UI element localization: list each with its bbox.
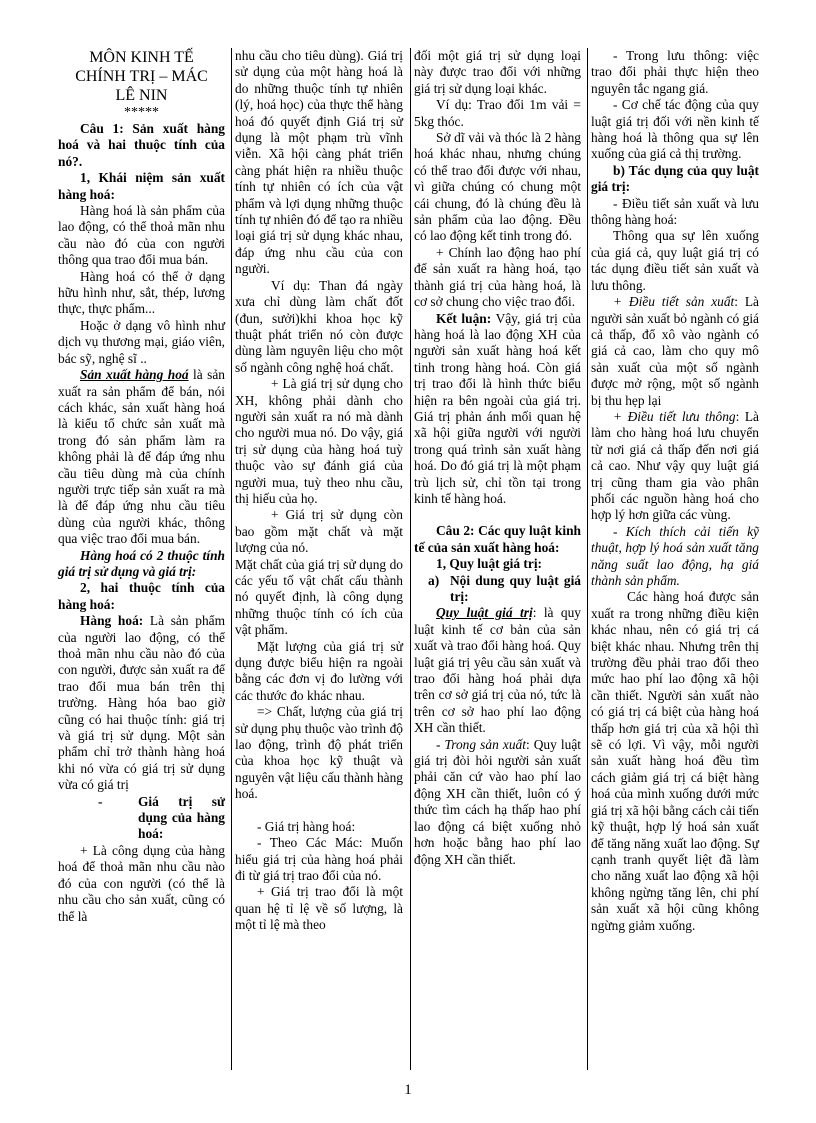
- document-title: [58, 48, 225, 121]
- paragraph: - Điều tiết sản xuất và lưu thông hàng hoá:: [591, 195, 759, 228]
- question-2-heading: Câu 2: Các quy luật kinh tế của sản xuất hàng hoá:: [414, 523, 581, 555]
- paragraph: Thông qua sự lên xuống của giá cả, quy luật giá trị có tác dụng điều tiết sản xuất và lưu thông.: [591, 228, 759, 293]
- paragraph: [591, 409, 759, 524]
- paragraph: [591, 294, 759, 409]
- term: Quy luật giá trị: [436, 605, 533, 621]
- paragraph: Sở dĩ vải và thóc là 2 hàng hoá khác nhau, nhưng chúng có thể trao đổi được với nhau, vì giữa chúng có chung một cái chung, đó là chúng đều là sản phẩm của lao động. Đều có lao động kết tinh trong đó.: [414, 130, 581, 244]
- title-line-3: LÊ NIN: [115, 87, 168, 104]
- question-1-heading: Câu 1: Sản xuất hàng hoá và hai thuộc tính của nó?.: [58, 121, 225, 169]
- paragraph-text: là sản xuất ra sản phẩm để bán, nói cách khác, sản xuất hàng hoá là kiểu tổ chức sản xuất mà trong đó sản phẩm làm ra không phải là để đáp ứng nhu cầu tiêu dùng mà của chính người trực tiếp sản xuất ra mà là để đáp ứng nhu cầu tiêu dùng của người khác, thông qua việc trao đổi mua bán.: [58, 367, 225, 547]
- term: Hàng hoá:: [80, 613, 144, 629]
- paragraph: [414, 737, 581, 868]
- paragraph: [414, 311, 581, 508]
- paragraph: Hàng hoá có thể ở dạng hữu hình như, sắt, thép, lương thực, thực phẩm...: [58, 268, 225, 317]
- subsection-mark: a): [428, 572, 440, 588]
- bullet-item: [58, 794, 225, 843]
- paragraph: - Trong lưu thông: việc trao đổi phải thực hiện theo nguyên tắc ngang giá.: [591, 48, 759, 96]
- paragraph: + Chính lao động hao phí để sản xuất ra hàng hoá, tạo thành giá trị của hàng hoá, là cơ sở chung cho việc trao đổi.: [414, 244, 581, 310]
- column-3: [414, 48, 581, 868]
- title-line-2: CHÍNH TRỊ – MÁC: [75, 68, 208, 85]
- paragraph-text: : Là làm cho hàng hoá lưu chuyển từ nơi giá cả thấp đến nơi giá cả cao. Như vậy quy luật giá trị cũng tham gia vào phân phối các nguồn hàng hoá cho hợp lý hơn giữa các vùng.: [591, 408, 759, 523]
- title-stars: *****: [124, 105, 159, 120]
- paragraph: + Giá trị trao đổi là một quan hệ tỉ lệ về số lượng, là một tỉ lệ mà theo: [235, 884, 403, 933]
- paragraph-text: : Là người sản xuất bỏ ngành có giá cả thấp, đổ xô vào ngành có giá cả cao, làm cho quy mô sản xuất của một số ngành được mở rộng, một số ngành bị thu hẹp lại: [591, 294, 759, 408]
- paragraph-text: : là quy luật kinh tế cơ bản của sản xuất và trao đổi hàng hoá. Quy luật giá trị yêu cầu sản xuất và trao đổi hàng hoá phải dựa trên cơ sở giá trị của nó, tức là trên cơ sở hao phí lao động XH cần thiết.: [414, 605, 582, 736]
- section-heading: 1, Quy luật giá trị:: [436, 556, 543, 572]
- column-4: [591, 48, 759, 934]
- paragraph: - Cơ chế tác động của quy luật giá trị đối với nền kinh tế hàng hoá là thông qua sự lên xuống của giá cả thị trường.: [591, 97, 759, 162]
- section-heading: 2, hai thuộc tính của hàng hoá:: [58, 580, 225, 612]
- paragraph: Ví dụ: Trao đổi 1m vải = 5kg thóc.: [414, 97, 581, 129]
- paragraph: [58, 613, 225, 793]
- term: Kết luận:: [436, 310, 492, 326]
- paragraph: - Giá trị hàng hoá:: [257, 818, 356, 834]
- title-line-1: MÔN KINH TẾ: [89, 49, 194, 66]
- paragraph: => Chất, lượng của giá trị sử dụng phụ thuộc vào trình độ lao động, trình độ phát triển của khoa học kỹ thuật và nguyên vật liệu cấu thành hàng hoá.: [235, 704, 403, 802]
- subsection-heading: [414, 573, 581, 606]
- paragraph: - Theo Các Mác: Muốn hiểu giá trị của hàng hoá phải đi từ giá trị trao đổi của nó.: [235, 835, 403, 883]
- paragraph: Ví dụ: Than đá ngày xưa chỉ dùng làm chất đốt (đun, sưởi)khi khoa học kỹ thuật phát triển nó còn được dùng làm nguyên liệu cho một số ngành công nghệ hoá chất.: [235, 277, 403, 375]
- paragraph: Hàng hoá là sản phẩm của lao động, có thể thoả mãn nhu cầu nào đó của con người thông qua trao đổi mua bán.: [58, 203, 225, 268]
- term: - Trong sản xuất: [436, 736, 526, 752]
- column-2: [235, 48, 403, 934]
- paragraph: Mặt chất của giá trị sử dụng do các yếu tố vật chất cấu thành nó quyết định, là công dụng những thuộc tính có ích của vật phẩm.: [235, 556, 403, 638]
- paragraph: Mặt lượng của giá trị sử dụng được biểu hiện ra ngoài bằng các đơn vị đo lường với các thước đo khác nhau.: [235, 638, 403, 703]
- bullet-text: Giá trị sử dụng của hàng hoá:: [138, 793, 225, 842]
- paragraph: [414, 605, 581, 736]
- paragraph: Các hàng hoá được sản xuất ra trong những điều kiện khác nhau, nên có giá trị cá biệt khác nhau. Nhưng trên thị trường đều phải trao đổi theo mức hao phí lao động xã hội cần thiết. Người sản xuất nào có giá trị cá biệt của hàng hoá thấp hơn giá trị của xã hội thì sẽ có lợi. Vì vậy, mỗi người sản xuất hàng hoá đều tìm cách giảm giá trị cá biệt hàng hoá của mình xuống dưới mức giá trị xã hội bằng cách cải tiến kỹ thuật, hợp lý hoá sản xuất để tăng năng xuất lao động. Sự cạnh tranh quyết liệt đã làm cho năng xuất lao động xã hội không ngừng tăng lên, chi phí sản xuất xã hội cũng không ngừng giảm xuống.: [591, 589, 759, 933]
- paragraph: Hàng hoá có 2 thuộc tính giá trị sử dụng và giá trị:: [58, 547, 225, 579]
- term: + Điều tiết sản xuất: [613, 294, 735, 310]
- column-rule-2: [410, 48, 411, 1070]
- paragraph: + Là công dụng của hàng hoá để thoả mãn nhu cầu nào đó của con người (có thể là nhu cầu cho sản xuất, cũng có thể là: [58, 842, 225, 924]
- paragraph: + Giá trị sử dụng còn bao gồm mặt chất và mặt lượng của nó.: [235, 507, 403, 556]
- paragraph-text: : Quy luật giá trị đòi hỏi người sản xuất phải căn cứ vào hao phí lao động XH cần thiết, luôn có ý thức tìm cách hạ thấp hao phí lao động cá biệt xuống nhỏ hơn hoặc bằng hao phí lao động XH cần thiết.: [414, 736, 581, 867]
- column-rule-3: [587, 48, 588, 1070]
- paragraph: [58, 367, 225, 547]
- paragraph: đối một giá trị sử dụng loại này được trao đổi với những giá trị sử dụng loại khác.: [414, 48, 581, 96]
- page-number: 1: [404, 1082, 412, 1098]
- column-1: [58, 48, 225, 925]
- term: + Điều tiết lưu thông: [613, 408, 736, 424]
- term: Sản xuất hàng hoá: [80, 367, 189, 383]
- paragraph-text: Là sản phẩm của người lao động, có thể thoả mãn nhu cầu nào đó của con người, được sản xuất ra để trao đổi mua bán trên thị trường. Hàng hóa bao giờ cũng có hai thuộc tính: giá trị và giá trị sử dụng. Một sản phẩm chỉ trở thành hàng hoá khi nó vừa có giá trị sử dụng vừa có giá trị: [58, 613, 225, 793]
- paragraph: - Kích thích cải tiến kỹ thuật, hợp lý hoá sản xuất tăng năng suất lao động, hạ giá thành sản phẩm.: [591, 523, 759, 588]
- paragraph: Hoặc ở dạng vô hình như dịch vụ thương mại, giáo viên, bác sỹ, nghệ sĩ ..: [58, 317, 225, 366]
- section-heading: 1, Khái niệm sản xuất hàng hoá:: [58, 170, 225, 202]
- bullet-mark: -: [98, 793, 103, 809]
- subsection-heading: b) Tác dụng của quy luật giá trị:: [591, 162, 759, 195]
- paragraph-text: Vậy, giá trị của hàng hoá là lao động XH của người sản xuất hàng hoá kết tinh trong hàng hoá. Còn giá trị trao đổi là hình thức biểu hiện ra bên ngoài của giá trị. Giá trị phản ánh mối quan hệ xã hội giữa người với người trong quá trình sản xuất hàng hoá. Do đó giá trị là một phạm trù lịch sử, chỉ tồn tại trong kinh tế hàng hoá.: [414, 310, 582, 506]
- paragraph: + Là giá trị sử dụng cho XH, không phải dành cho người sản xuất ra nó mà dành cho người mua nó. Do vậy, giá trị sử dụng của hàng hoá tuỳ thuộc vào sự đánh giá của người mua, tuỳ theo nhu cầu, thị hiếu của họ.: [235, 376, 403, 506]
- column-rule-1: [231, 48, 232, 1070]
- subsection-text: Nội dung quy luật giá trị:: [450, 572, 581, 604]
- paragraph: nhu cầu cho tiêu dùng). Giá trị sử dụng của một hàng hoá là do những thuộc tính tự nhiên (lý, hoá học) của thực thể hàng hoá đó quyết định Giá trị sử dụng là một phạm trù vĩnh viễn. Xã hội càng phát triển càng phát hiện ra nhiều thuộc tính tự nhiên có ích của vật phẩm và lợi dụng những thuộc tính tự nhiên đó để tạo ra nhiều loại giá trị sử dụng khác nhau, đáp ứng nhu cầu của con người.: [235, 48, 403, 277]
